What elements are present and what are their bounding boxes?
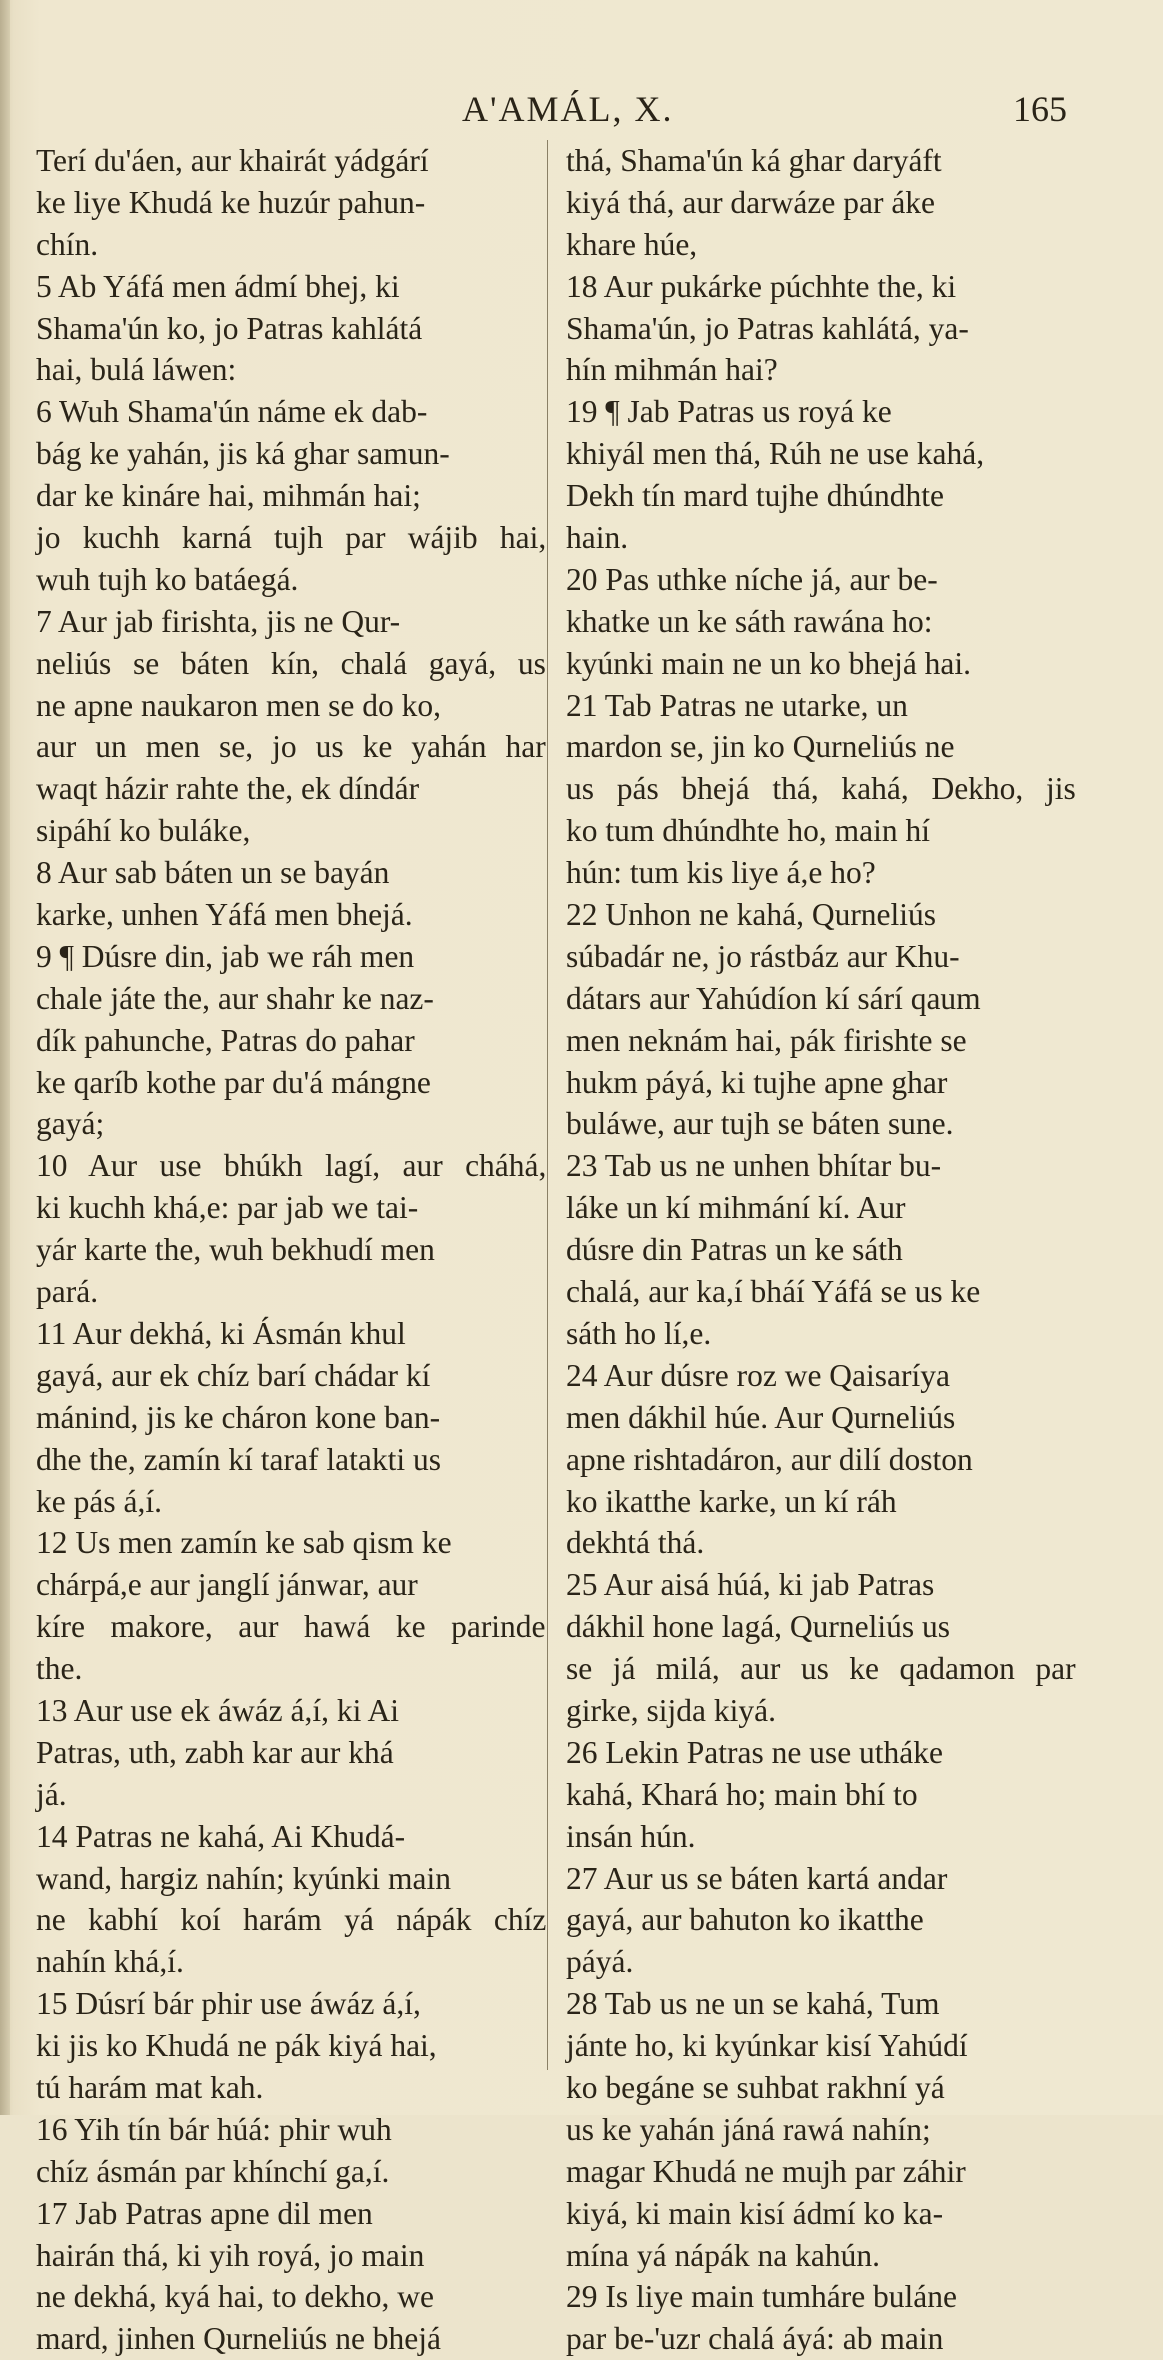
text-line: ne kabhí koí harám yá nápák chíz — [36, 1902, 547, 1938]
text-line: khatke un ke sáth rawána ho: — [566, 603, 933, 639]
text-line: mard, jinhen Qurneliús ne bhejá — [36, 2321, 442, 2357]
text-line: chíz ásmán par khínchí ga,í. — [36, 2153, 390, 2189]
text-line: hín mihmán hai? — [566, 352, 778, 388]
text-line: us ke yahán jáná rawá nahín; — [566, 2111, 931, 2147]
text-line: Shama'ún ko, jo Patras kahlátá — [36, 310, 423, 346]
text-line: ki jis ko Khudá ne pák kiyá hai, — [36, 2028, 437, 2064]
text-line: waqt házir rahte the, ek díndár — [36, 771, 420, 807]
text-line: ki kuchh khá,e: par jab we tai- — [36, 1190, 419, 1226]
text-line: 29 Is liye main tumháre buláne — [566, 2279, 958, 2315]
text-line: yár karte the, wuh bekhudí men — [36, 1232, 435, 1268]
text-line: Patras, uth, zabh kar aur khá — [36, 1734, 394, 1770]
text-line: hukm páyá, ki tujhe apne ghar — [566, 1064, 948, 1100]
text-line: ke qaríb kothe par du'á mángne — [36, 1064, 431, 1100]
text-line: mánind, jis ke cháron kone ban- — [36, 1399, 441, 1435]
text-line: neliús se báten kín, chalá gayá, us — [36, 645, 546, 681]
text-line: hai, bulá láwen: — [36, 352, 237, 388]
text-line: ke liye Khudá ke huzúr pahun- — [36, 184, 426, 220]
text-line: 19 ¶ Jab Patras us royá ke — [566, 394, 892, 430]
text-line: insán hún. — [566, 1818, 696, 1854]
text-line: wand, hargiz nahín; kyúnki main — [36, 1860, 451, 1896]
text-line: bág ke yahán, jis ká ghar samun- — [36, 436, 450, 472]
text-line: jo kuchh karná tujh par wájib hai, — [36, 520, 547, 556]
text-line: 22 Unhon ne kahá, Qurneliús — [566, 897, 937, 933]
text-line: 8 Aur sab báten un se bayán — [36, 855, 390, 891]
text-line: dátars aur Yahúdíon kí sárí qaum — [566, 980, 981, 1016]
text-line: dar ke kináre hai, mihmán hai; — [36, 478, 421, 514]
text-line: ko ikatthe karke, un kí ráh — [566, 1483, 897, 1519]
text-line: 10 Aur use bhúkh lagí, aur cháhá, — [36, 1148, 547, 1184]
text-line: sáth ho lí,e. — [566, 1315, 712, 1351]
text-line: the. — [36, 1651, 83, 1687]
page-binding-edge — [0, 0, 10, 2115]
text-line: láke un kí mihmání kí. Aur — [566, 1190, 906, 1226]
text-line: khiyál men thá, Rúh ne use kahá, — [566, 436, 985, 472]
text-line: tú harám mat kah. — [36, 2069, 264, 2105]
text-line: khare húe, — [566, 226, 698, 262]
text-line: 24 Aur dúsre roz we Qaisaríya — [566, 1357, 950, 1393]
text-line: hún: tum kis liye á,e ho? — [566, 855, 876, 891]
page-header — [0, 88, 1163, 138]
text-line: 5 Ab Yáfá men ádmí bhej, ki — [36, 268, 400, 304]
text-line: 25 Aur aisá húá, ki jab Patras — [566, 1567, 935, 1603]
text-line: jánte ho, ki kyúnkar kisí Yahúdí — [566, 2028, 968, 2064]
text-line: dúsre din Patras un ke sáth — [566, 1232, 903, 1268]
text-line: hain. — [566, 520, 629, 556]
text-line: men neknám hai, pák firishte se — [566, 1022, 967, 1058]
text-line: 9 ¶ Dúsre din, jab we ráh men — [36, 938, 415, 974]
text-line: dekhtá thá. — [566, 1525, 705, 1561]
right-column — [566, 140, 1076, 2360]
text-line: ko tum dhúndhte ho, main hí — [566, 813, 930, 849]
text-line: karke, unhen Yáfá men bhejá. — [36, 897, 413, 933]
text-line: thá, Shama'ún ká ghar daryáft — [566, 143, 942, 178]
column-divider — [547, 140, 548, 2070]
text-line: dhe the, zamín kí taraf latakti us — [36, 1441, 441, 1477]
text-line: ko begáne se suhbat rakhní yá — [566, 2069, 945, 2105]
text-line: se já milá, aur us ke qadamon par — [566, 1651, 1076, 1687]
text-line: Shama'ún, jo Patras kahlátá, ya- — [566, 310, 969, 346]
text-line: us pás bhejá thá, kahá, Dekho, jis — [566, 771, 1076, 807]
text-line: 21 Tab Patras ne utarke, un — [566, 687, 908, 723]
text-line: chín. — [36, 226, 99, 262]
text-line: kahá, Khará ho; main bhí to — [566, 1776, 918, 1812]
text-line: mardon se, jin ko Qurneliús ne — [566, 729, 955, 765]
text-line: kiyá thá, aur darwáze par áke — [566, 184, 936, 220]
text-line: kíre makore, aur hawá ke parinde — [36, 1609, 546, 1645]
text-line: 15 Dúsrí bár phir use áwáz á,í, — [36, 1986, 421, 2022]
text-line: chalá, aur ka,í bháí Yáfá se us ke — [566, 1274, 981, 1310]
text-line: 7 Aur jab firishta, jis ne Qur- — [36, 603, 401, 639]
text-line: kiyá, ki main kisí ádmí ko ka- — [566, 2195, 944, 2231]
left-column — [36, 140, 546, 2360]
text-line: 11 Aur dekhá, ki Ásmán khul — [36, 1315, 406, 1351]
text-line: 27 Aur us se báten kartá andar — [566, 1860, 948, 1896]
text-line: 17 Jab Patras apne dil men — [36, 2195, 373, 2231]
text-line: dík pahunche, Patras do pahar — [36, 1022, 415, 1058]
text-line: apne rishtadáron, aur dilí doston — [566, 1441, 973, 1477]
text-line: 20 Pas uthke níche já, aur be- — [566, 561, 938, 597]
text-line: 28 Tab us ne un se kahá, Tum — [566, 1986, 940, 2022]
text-line: par be-'uzr chalá áyá: ab main — [566, 2321, 944, 2357]
text-line: gayá, aur bahuton ko ikatthe — [566, 1902, 924, 1938]
text-line: sipáhí ko buláke, — [36, 813, 251, 849]
text-line: men dákhil húe. Aur Qurneliús — [566, 1399, 956, 1435]
text-line: 6 Wuh Shama'ún náme ek dab- — [36, 394, 428, 430]
text-line: gayá, aur ek chíz barí chádar kí — [36, 1357, 431, 1393]
text-line: buláwe, aur tujh se báten sune. — [566, 1106, 954, 1142]
text-line: páyá. — [566, 1944, 634, 1980]
text-line: 14 Patras ne kahá, Ai Khudá- — [36, 1818, 406, 1854]
text-line: 12 Us men zamín ke sab qism ke — [36, 1525, 452, 1561]
page-number: 165 — [1013, 89, 1067, 129]
text-line: 13 Aur use ek áwáz á,í, ki Ai — [36, 1692, 400, 1728]
text-line: 23 Tab us ne unhen bhítar bu- — [566, 1148, 942, 1184]
text-line: aur un men se, jo us ke yahán har — [36, 729, 546, 765]
text-line: hairán thá, ki yih royá, jo main — [36, 2237, 425, 2273]
text-line: dákhil hone lagá, Qurneliús us — [566, 1609, 951, 1645]
text-line: súbadár ne, jo rástbáz aur Khu- — [566, 938, 960, 974]
text-line: ke pás á,í. — [36, 1483, 162, 1519]
text-line: chárpá,e aur janglí jánwar, aur — [36, 1567, 418, 1603]
text-line: 26 Lekin Patras ne use utháke — [566, 1734, 944, 1770]
text-line: wuh tujh ko batáegá. — [36, 561, 299, 597]
text-line: Dekh tín mard tujhe dhúndhte — [566, 478, 944, 514]
text-line: já. — [36, 1776, 67, 1812]
text-line: Terí du'áen, aur khairát yádgárí — [36, 143, 429, 178]
running-title: A'AMÁL, X. — [462, 89, 674, 129]
text-line: kyúnki main ne un ko bhejá hai. — [566, 645, 972, 681]
text-line: chale játe the, aur shahr ke naz- — [36, 980, 434, 1016]
text-line: mína yá nápák na kahún. — [566, 2237, 881, 2273]
text-line: pará. — [36, 1274, 99, 1310]
text-line: ne apne naukaron men se do ko, — [36, 687, 441, 723]
text-line: 16 Yih tín bár húá: phir wuh — [36, 2111, 392, 2147]
text-line: ne dekhá, kyá hai, to dekho, we — [36, 2279, 434, 2315]
text-line: nahín khá,í. — [36, 1944, 184, 1980]
text-line: girke, sijda kiyá. — [566, 1692, 776, 1728]
text-line: 18 Aur pukárke púchhte the, ki — [566, 268, 957, 304]
text-line: magar Khudá ne mujh par záhir — [566, 2153, 966, 2189]
text-line: gayá; — [36, 1106, 105, 1142]
